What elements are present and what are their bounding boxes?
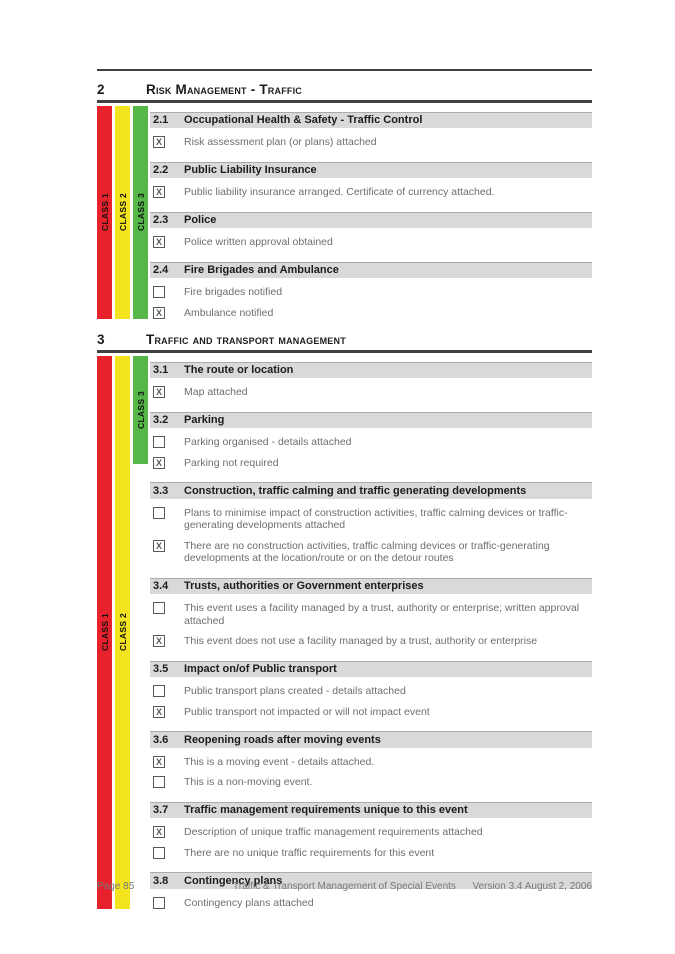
checklist-item-label: Risk assessment plan (or plans) attached (184, 136, 377, 148)
subsection-3.2 (150, 412, 592, 470)
subsection-header (150, 112, 592, 129)
checkbox-column (150, 756, 184, 768)
checkbox-checked[interactable]: X (153, 756, 165, 768)
subsection-3.4 (150, 578, 592, 648)
checklist-item-label: Description of unique traffic management requirements attached (184, 826, 483, 838)
subsection-header (150, 212, 592, 229)
section-items (150, 106, 592, 320)
section-2 (97, 82, 592, 319)
subsection-title: Construction, traffic calming and traffic generating developments (184, 484, 527, 497)
subsection-number: 3.2 (153, 414, 169, 426)
checklist-item-label: Ambulance notified (184, 306, 274, 319)
class-bar-1 (97, 106, 112, 320)
class-bar-label: CLASS 2 (117, 193, 128, 232)
subsection-title: Public Liability Insurance (184, 164, 317, 176)
checkbox-checked[interactable]: X (153, 136, 165, 148)
section-heading-rule (97, 100, 592, 103)
subsection-2.2 (150, 162, 592, 199)
subsection-2.1 (150, 112, 592, 149)
checkbox-checked[interactable]: X (153, 457, 165, 469)
class-bar-2 (115, 356, 130, 910)
checkbox-column (150, 685, 184, 697)
checklist-item (150, 436, 592, 449)
checkbox-column (150, 635, 184, 647)
class-bar-label: CLASS 1 (99, 613, 110, 652)
checklist-item-label: Plans to minimise impact of construction activities, traffic calming devices or traffic-generating developments attached (184, 506, 568, 531)
checklist-item (150, 457, 592, 470)
checkbox-column (150, 507, 184, 519)
subsection-number: 3.3 (153, 484, 169, 497)
top-rule (97, 69, 592, 71)
checklist-item (150, 776, 592, 789)
section-number: 2 (97, 82, 105, 97)
subsection-header (150, 731, 592, 748)
checkbox-column (150, 897, 184, 909)
checklist-item (150, 540, 592, 565)
checkbox-column (150, 602, 184, 614)
checklist-item (150, 186, 592, 199)
subsection-title: The route or location (184, 364, 294, 376)
checkbox-checked[interactable]: X (153, 186, 165, 198)
subsection-title: Traffic management requirements unique to this event (184, 804, 468, 816)
class-bar-3 (133, 356, 148, 464)
checkbox-unchecked[interactable] (153, 897, 165, 909)
page-footer (97, 881, 592, 892)
checklist-item-label: Fire brigades notified (184, 286, 283, 298)
checkbox-column (150, 236, 184, 248)
subsection-title: Parking (184, 414, 225, 426)
subsection-header (150, 362, 592, 379)
checkbox-checked[interactable]: X (153, 826, 165, 838)
checkbox-checked[interactable]: X (153, 386, 165, 398)
section-heading (97, 82, 592, 97)
subsection-header (150, 412, 592, 429)
class-bar-2 (115, 106, 130, 320)
checklist-item (150, 685, 592, 698)
class-bars (97, 106, 150, 320)
checkbox-column (150, 776, 184, 788)
checkbox-checked[interactable]: X (153, 540, 165, 552)
checklist-item-label: Public liability insurance arranged. Certificate of currency attached. (184, 186, 495, 198)
subsection-3.7 (150, 802, 592, 860)
checkbox-column (150, 186, 184, 198)
class-bar-1 (97, 356, 112, 910)
subsection-header (150, 802, 592, 819)
subsection-3.5 (150, 661, 592, 719)
subsection-number: 2.4 (153, 264, 169, 276)
subsection-header (150, 482, 592, 499)
checklist-item (150, 756, 592, 769)
subsection-title: Fire Brigades and Ambulance (184, 264, 339, 276)
checklist-item-label: Police written approval obtained (184, 236, 333, 248)
checklist-item-label: There are no construction activities, traffic calming devices or traffic-generating developments at the location/route or on the detour routes (184, 539, 550, 564)
checklist-item-label: Map attached (184, 386, 248, 398)
checkbox-unchecked[interactable] (153, 685, 165, 697)
checkbox-unchecked[interactable] (153, 436, 165, 448)
footer-page-number: Page 85 (97, 881, 135, 892)
page-content (97, 0, 592, 909)
checklist-item (150, 706, 592, 719)
checklist-item (150, 602, 592, 627)
checkbox-column (150, 706, 184, 718)
checklist-item-label: This is a non-moving event. (184, 776, 313, 788)
checklist-item-label: This event uses a facility managed by a trust, authority or enterprise; written approval attached (184, 602, 580, 627)
class-bar-3 (133, 106, 148, 320)
section-heading (97, 332, 592, 347)
checkbox-unchecked[interactable] (153, 776, 165, 788)
subsection-number: 3.6 (153, 733, 169, 746)
class-bar-label: CLASS 3 (135, 390, 146, 429)
footer-version: Version 3.4 August 2, 2006 (472, 881, 592, 892)
subsection-3.1 (150, 362, 592, 399)
section-heading-rule (97, 350, 592, 353)
checklist-item (150, 826, 592, 839)
subsection-number: 2.1 (153, 114, 169, 126)
checkbox-column (150, 457, 184, 469)
subsection-title: Impact on/of Public transport (184, 663, 337, 675)
subsection-header (150, 162, 592, 179)
checkbox-column (150, 847, 184, 859)
section-body (97, 356, 592, 910)
section-items (150, 356, 592, 910)
class-bar-label: CLASS 2 (117, 613, 128, 652)
checkbox-unchecked[interactable] (153, 847, 165, 859)
subsection-title: Contingency plans (184, 874, 283, 887)
subsection-title: Reopening roads after moving events (184, 733, 381, 746)
subsection-number: 3.4 (153, 580, 169, 592)
subsection-number: 3.5 (153, 663, 169, 675)
subsection-number: 3.7 (153, 804, 169, 816)
checklist-item (150, 307, 592, 320)
checklist-item (150, 507, 592, 532)
checklist-item-label: There are no unique traffic requirements for this event (184, 846, 435, 859)
checkbox-column (150, 826, 184, 838)
subsection-header (150, 262, 592, 279)
subsection-header (150, 661, 592, 678)
subsection-title: Police (184, 214, 217, 226)
subsection-number: 3.8 (153, 874, 169, 887)
checkbox-checked[interactable]: X (153, 236, 165, 248)
checkbox-column (150, 136, 184, 148)
checklist-item (150, 236, 592, 249)
section-body (97, 106, 592, 320)
class-bar-label: CLASS 3 (135, 193, 146, 232)
sections-container (97, 82, 592, 909)
footer-document-title: Traffic & Transport Management of Special Events (233, 881, 456, 892)
checkbox-column (150, 436, 184, 448)
checklist-item-label: This is a moving event - details attached. (184, 755, 375, 768)
section-number: 3 (97, 332, 105, 347)
section-title: Traffic and transport management (146, 332, 346, 347)
checklist-item (150, 847, 592, 860)
checkbox-column (150, 286, 184, 298)
checkbox-unchecked[interactable] (153, 286, 165, 298)
checklist-item-label: Public transport plans created - details attached (184, 685, 406, 697)
checkbox-checked[interactable]: X (153, 307, 165, 319)
subsection-3.3 (150, 482, 592, 565)
subsection-3.6 (150, 731, 592, 789)
checkbox-unchecked[interactable] (153, 507, 165, 519)
section-title: Risk Management - Traffic (146, 82, 302, 97)
subsection-2.3 (150, 212, 592, 249)
checklist-item (150, 286, 592, 299)
checklist-item (150, 635, 592, 648)
subsection-number: 2.2 (153, 164, 169, 176)
checkbox-column (150, 307, 184, 319)
class-bar-label: CLASS 1 (99, 193, 110, 232)
subsection-title: Trusts, authorities or Government enterprises (184, 580, 424, 592)
checklist-item-label: Contingency plans attached (184, 896, 314, 909)
subsection-number: 2.3 (153, 214, 169, 226)
subsection-title: Occupational Health & Safety - Traffic Control (184, 114, 423, 126)
subsection-number: 3.1 (153, 364, 169, 376)
checkbox-unchecked[interactable] (153, 602, 165, 614)
checklist-item-label: Public transport not impacted or will not impact event (184, 705, 430, 718)
checkbox-column (150, 540, 184, 552)
checklist-item-label: Parking organised - details attached (184, 436, 352, 448)
checklist-item (150, 386, 592, 399)
checkbox-checked[interactable]: X (153, 706, 165, 718)
checklist-item (150, 136, 592, 149)
class-bars (97, 356, 150, 910)
subsection-header (150, 578, 592, 595)
checkbox-column (150, 386, 184, 398)
checklist-item (150, 897, 592, 910)
checkbox-checked[interactable]: X (153, 635, 165, 647)
subsection-2.4 (150, 262, 592, 320)
section-3 (97, 332, 592, 909)
checklist-item-label: Parking not required (184, 456, 279, 469)
checklist-item-label: This event does not use a facility managed by a trust, authority or enterprise (184, 635, 538, 647)
